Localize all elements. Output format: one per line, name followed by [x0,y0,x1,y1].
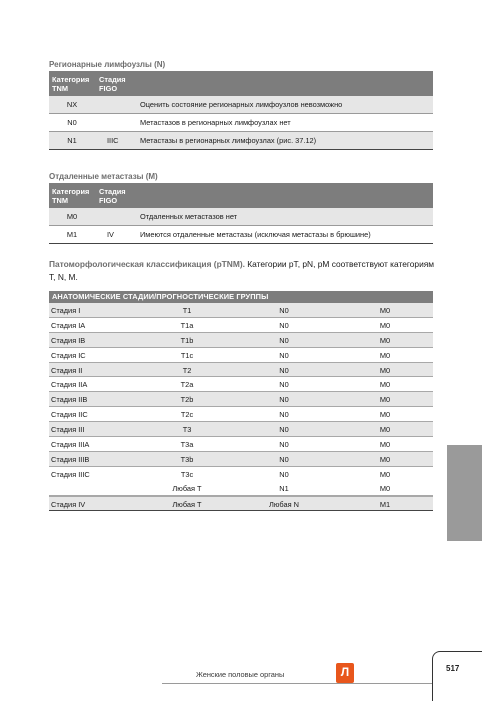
ptnm-paragraph [49,258,435,283]
page-number-box [432,651,482,701]
table-row: N0 Метастазов в регионарных лимфоузлах нет [49,114,433,132]
table-row: Стадия IIIC T3c N0 M0 [51,469,391,479]
table-row: Стадия II T2 N0 M0 [49,363,433,378]
table-row: Стадия III T3 N0 M0 [49,422,433,437]
table-row: Стадия IIIA T3a N0 M0 [49,437,433,452]
table-row: Стадия IIIB T3b N0 M0 [49,452,433,467]
table-row: Стадия IC T1c N0 M0 [49,348,433,363]
header-figo: Стадия FIGO [99,75,126,93]
footer-rule [162,683,432,684]
table-row: M1 IV Имеются отдаленные метастазы (исключая метастазы в брюшине) [49,226,433,244]
header-figo: Стадия FIGO [99,187,126,205]
regional-table-header [49,71,433,96]
regional-section-title: Регионарные лимфоузлы (N) [49,60,166,69]
distant-section-title: Отдаленные метастазы (М) [49,172,158,181]
stages-table-title: АНАТОМИЧЕСКИЕ СТАДИИ/ПРОГНОСТИЧЕСКИЕ ГРУППЫ [49,291,433,303]
table-row: Стадия I T1 N0 M0 [49,303,433,318]
table-row: Стадия IV Любая T Любая N M1 [49,496,433,512]
distant-table [49,183,433,244]
table-row: Стадия IIA T2a N0 M0 [49,377,433,392]
table-row: M0 Отдаленных метастазов нет [49,208,433,226]
table-row: Стадия IB T1b N0 M0 [49,333,433,348]
regional-table [49,71,433,150]
table-row: N1 IIIC Метастазы в регионарных лимфоузлах (рис. 37.12) [49,132,433,150]
page-number: 517 [446,664,460,673]
distant-table-header [49,183,433,208]
chapter-side-tab [447,445,482,541]
publisher-logo-icon: Л [336,663,354,683]
header-tnm: Категория TNM [52,75,90,93]
table-row: Стадия IIB T2b N0 M0 [49,392,433,407]
stages-table [49,291,433,511]
table-row: Стадия IIC T2c N0 M0 [49,407,433,422]
ptnm-text: Категории pT, pN, pM соответствуют категориям T, N, M. [49,259,435,282]
ptnm-lead: Патоморфологическая классификация (pTNM). [49,259,245,269]
table-row: Стадия IA T1a N0 M0 [49,318,433,333]
table-row: Любая T N1 M0 [49,481,433,496]
header-tnm: Категория TNM [52,187,90,205]
table-row: NX Оценить состояние регионарных лимфоузлов невозможно [49,96,433,114]
running-footer-title: Женские половые органы [196,670,285,679]
